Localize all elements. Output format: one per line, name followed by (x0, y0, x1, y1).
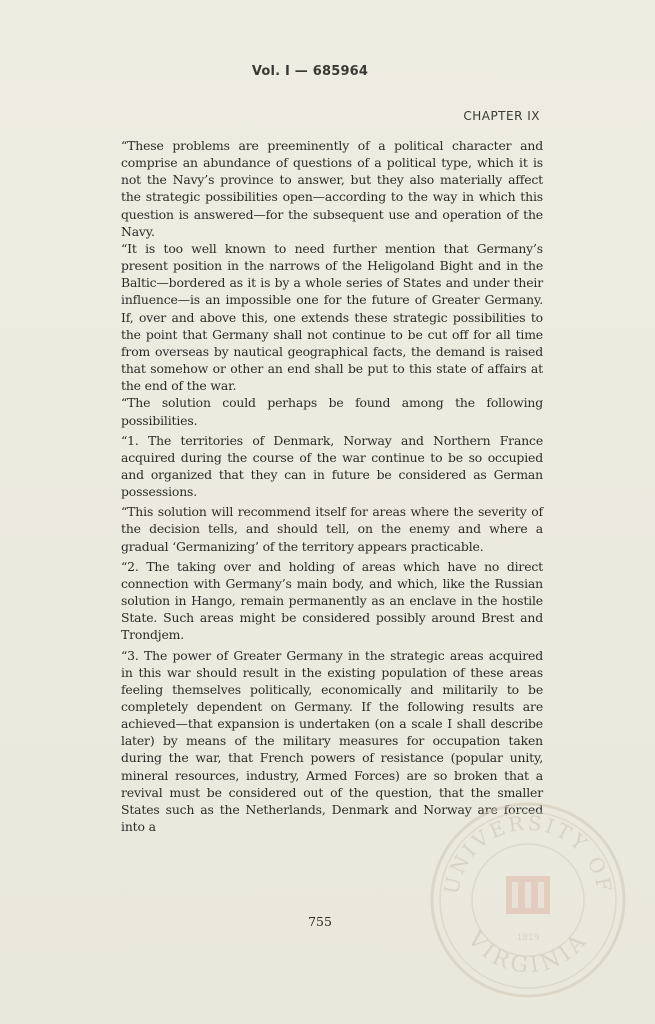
paragraph: “It is too well known to need further mention that Germany’s present position in the narrows of the Heligoland Bight and in the Baltic—bordered as it is by a whole series of States and under their influence—is an impossible one for the future of Greater Germany. If, over and above this, one extends these strategic possibilities to the point that Germany shall not continue to be cut off for all time from overseas by nautical geographical facts, the demand is raised that somehow or other an end shall be put to this state of affairs at the end of the war. (121, 240, 543, 394)
paragraph: “2. The taking over and holding of areas which have no direct connection with Germany’s main body, and which, like the Russian solution in Hango, remain permanently as an enclave in the hostile State. Such areas might be considered possibly around Brest and Trondjem. (121, 558, 543, 643)
page-number: 755 (308, 914, 332, 929)
body-text (121, 137, 543, 835)
paragraph: “The solution could perhaps be found among the following possibilities. (121, 395, 543, 428)
volume-header: Vol. I — 685964 (251, 64, 369, 79)
seal-year: 1819 (516, 933, 540, 943)
paragraph: “This solution will recommend itself for areas where the severity of the decision tells, and should tell, on the enemy and where a gradual ‘Germanizing’ of the territory appears practicable. (121, 504, 543, 554)
paragraph: “1. The territories of Denmark, Norway and Northern France acquired during the course of the war continue to be so occupied and organized that they can in future be considered as German possessions. (121, 432, 543, 500)
paragraph: “These problems are preeminently of a political character and comprise an abundance of questions of a political type, which it is not the Navy’s province to answer, but they also materially affect the strategic possibilities open—according to the way in which this question is answered—for the subsequent use and operation of the Navy. (121, 138, 543, 239)
seal-text-bottom: VIRGINIA (462, 927, 594, 979)
university-seal-watermark (428, 800, 628, 1000)
chapter-heading: CHAPTER IX (463, 109, 540, 123)
seal-text-top: UNIVERSITY OF (438, 810, 618, 897)
paragraph: “3. The power of Greater Germany in the strategic areas acquired in this war should result in the existing population of these areas feeling themselves politically, economically and militarily to be completely dependent on Germany. If the following results are achieved—that expansion is undertaken (on a scale I shall describe later) by means of the military measures for occupation taken during the war, that French powers of resistance (popular unity, mineral resources, industry, Armed Forces) are so broken that a revival must be considered out of the question, that the smaller States such as the Netherlands, Denmark and Norway are forced into a (121, 647, 543, 835)
